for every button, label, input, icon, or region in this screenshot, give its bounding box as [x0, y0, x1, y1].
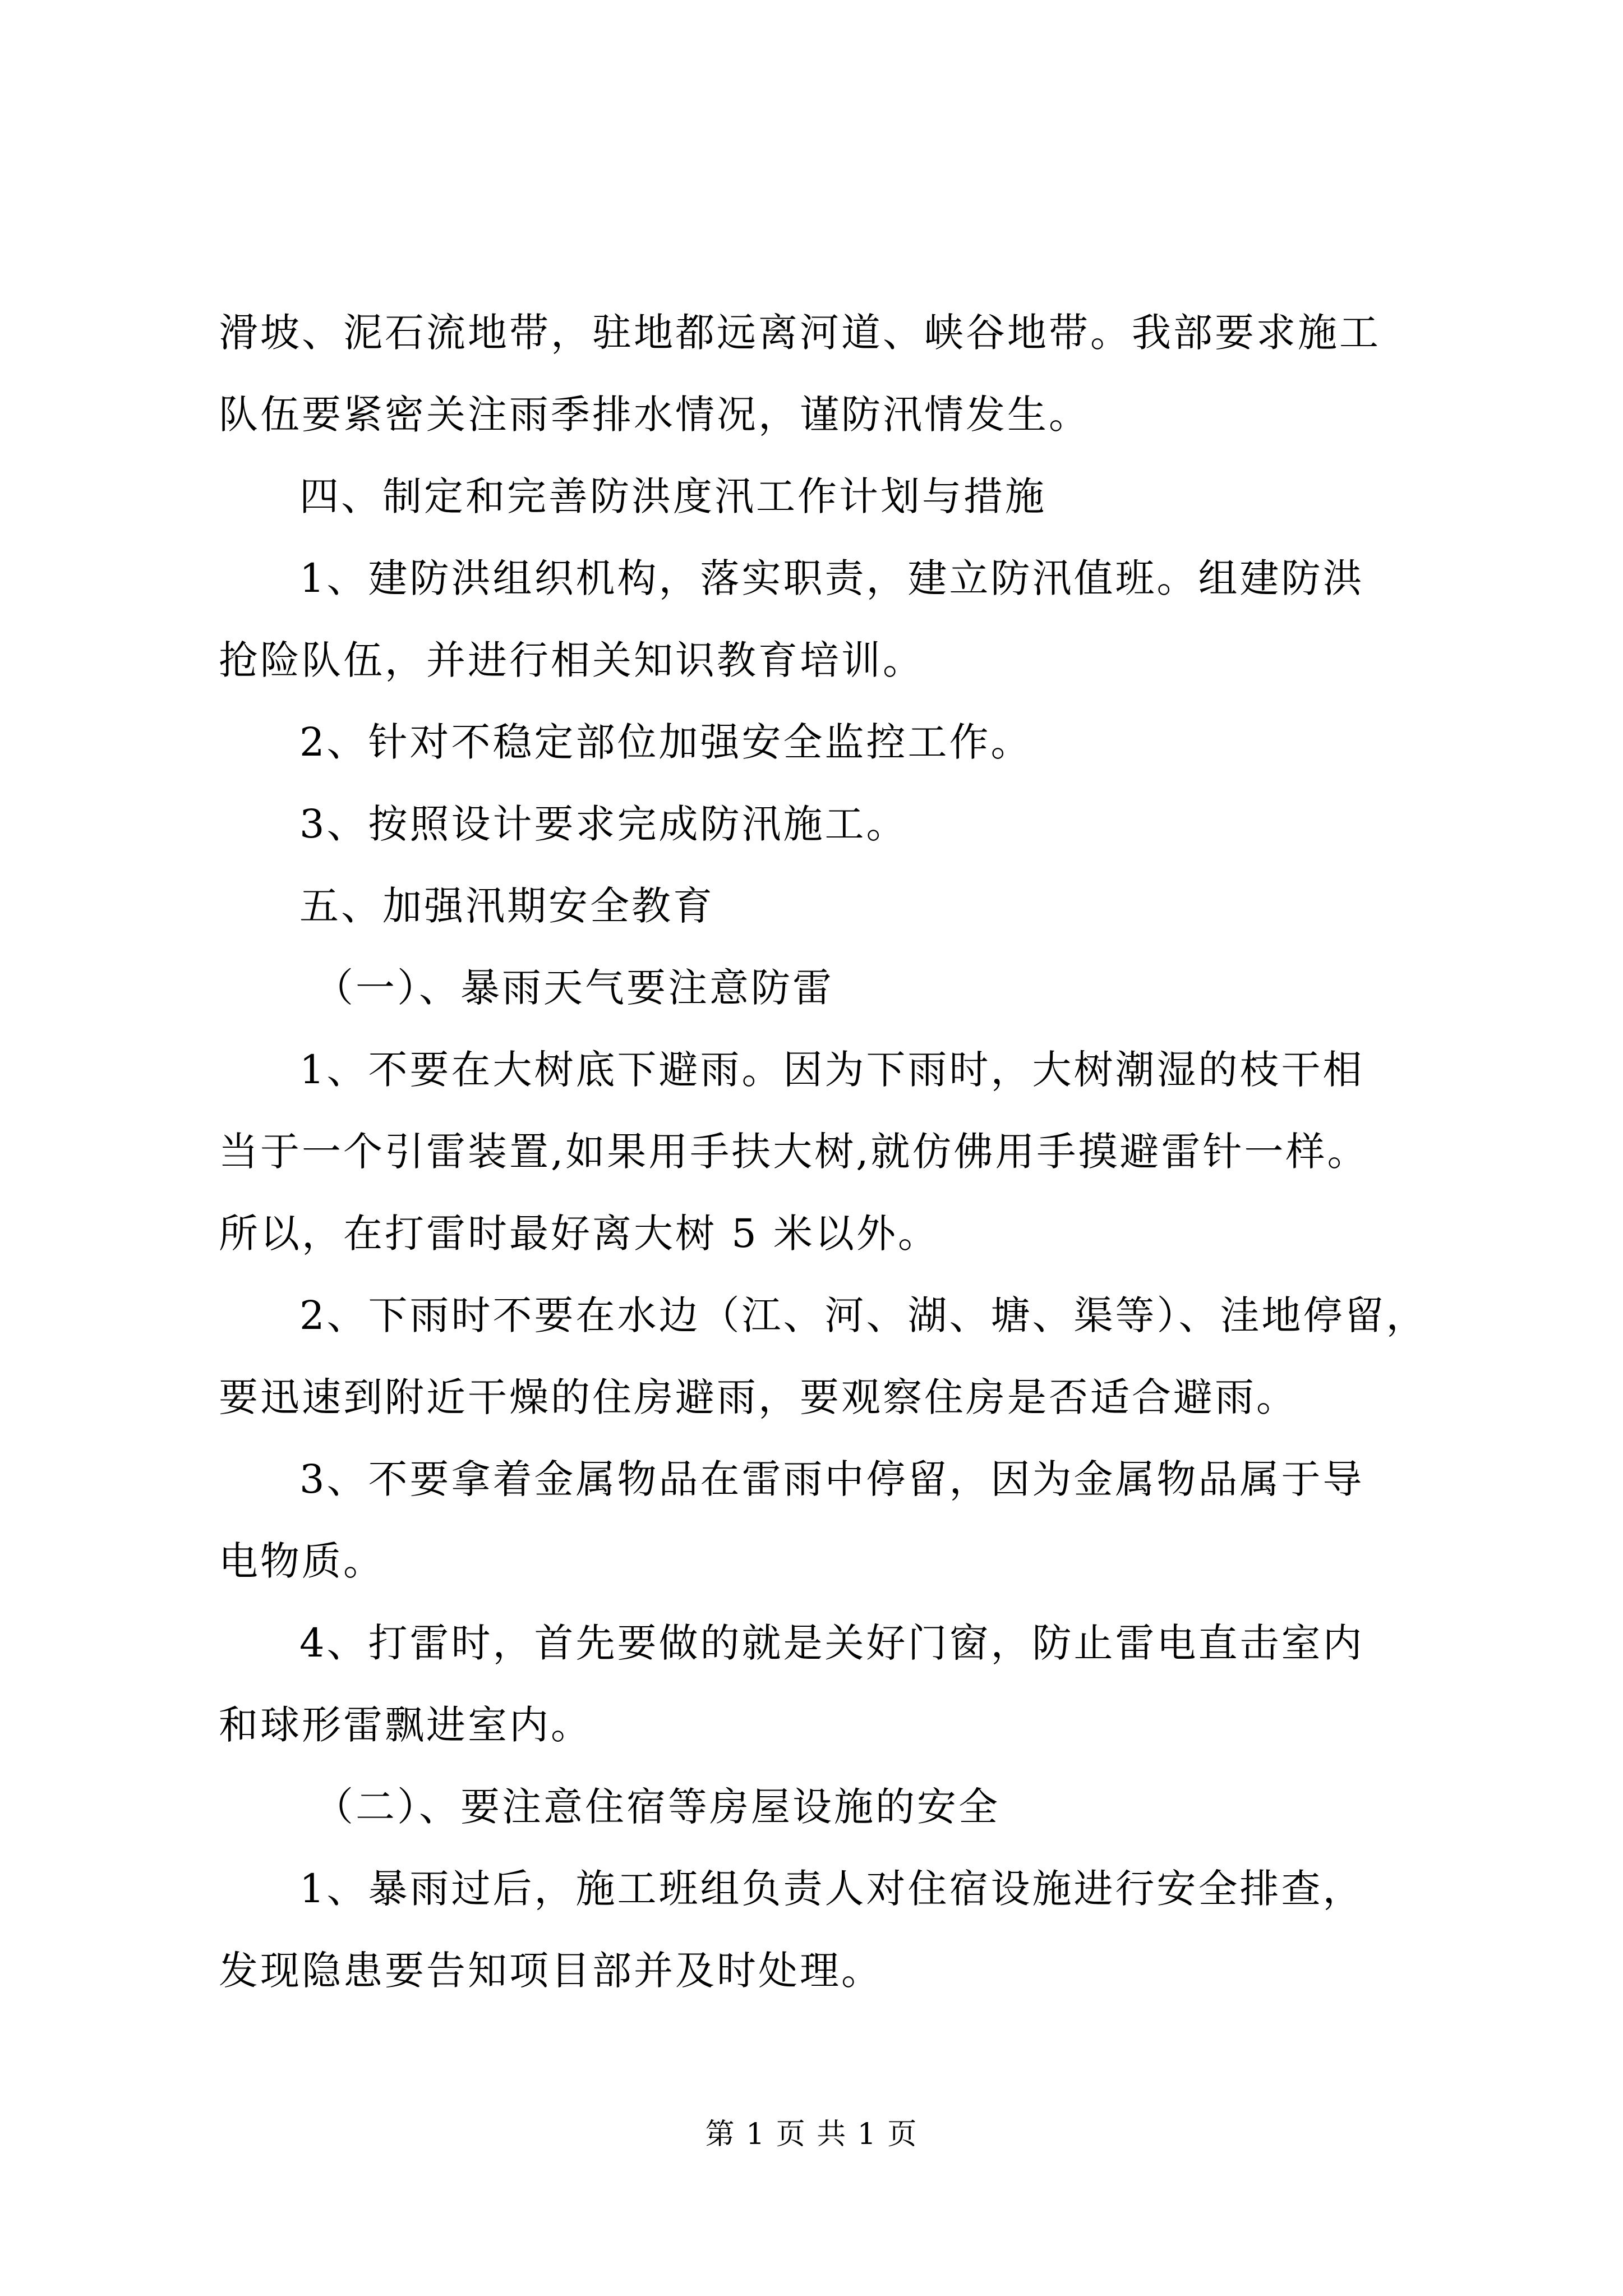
body-line-7: 3、按照设计要求完成防汛施工。	[299, 801, 908, 847]
body-line-17: 4、打雷时，首先要做的就是关好门窗，防止雷电直击室内	[299, 1620, 1364, 1666]
body-line-18: 和球形雷飘进室内。	[219, 1702, 592, 1748]
document-body	[219, 292, 1430, 2012]
body-line-6: 2、针对不稳定部位加强安全监控工作。	[299, 719, 1032, 765]
body-line-21: 发现隐患要告知项目部并及时处理。	[219, 1948, 883, 1994]
section-heading-4: 四、制定和完善防洪度汛工作计划与措施	[299, 473, 1046, 519]
body-line-15: 3、不要拿着金属物品在雷雨中停留，因为金属物品属于导	[299, 1456, 1364, 1502]
body-line-12: 所以，在打雷时最好离大树 5 米以外。	[219, 1211, 940, 1257]
body-line-13: 2、下雨时不要在水边（江、河、湖、塘、渠等）、洼地停留，	[299, 1292, 1428, 1338]
body-line-14: 要迅速到附近干燥的住房避雨，要观察住房是否适合避雨。	[219, 1374, 1298, 1420]
page-footer: 第 1 页 共 1 页	[705, 2118, 918, 2151]
body-line-16: 电物质。	[219, 1538, 385, 1584]
body-line-1: 滑坡、泥石流地带，驻地都远离河道、峡谷地带。我部要求施工	[219, 310, 1381, 356]
section-heading-5: 五、加强汛期安全教育	[299, 883, 714, 929]
body-line-4: 1、建防洪组织机构，落实职责，建立防汛值班。组建防洪	[299, 555, 1364, 601]
subsection-heading-1: （一）、暴雨天气要注意防雷	[314, 965, 834, 1011]
body-line-10: 1、不要在大树底下避雨。因为下雨时，大树潮湿的枝干相	[299, 1047, 1364, 1093]
body-line-20: 1、暴雨过后，施工班组负责人对住宿设施进行安全排查，	[299, 1866, 1364, 1912]
body-line-5: 抢险队伍，并进行相关知识教育培训。	[219, 637, 924, 683]
body-line-11: 当于一个引雷装置,如果用手扶大树,就仿佛用手摸避雷针一样。	[219, 1129, 1369, 1175]
subsection-heading-2: （二）、要注意住宿等房屋设施的安全	[314, 1784, 1000, 1830]
body-line-2: 队伍要紧密关注雨季排水情况，谨防汛情发生。	[219, 392, 1090, 438]
